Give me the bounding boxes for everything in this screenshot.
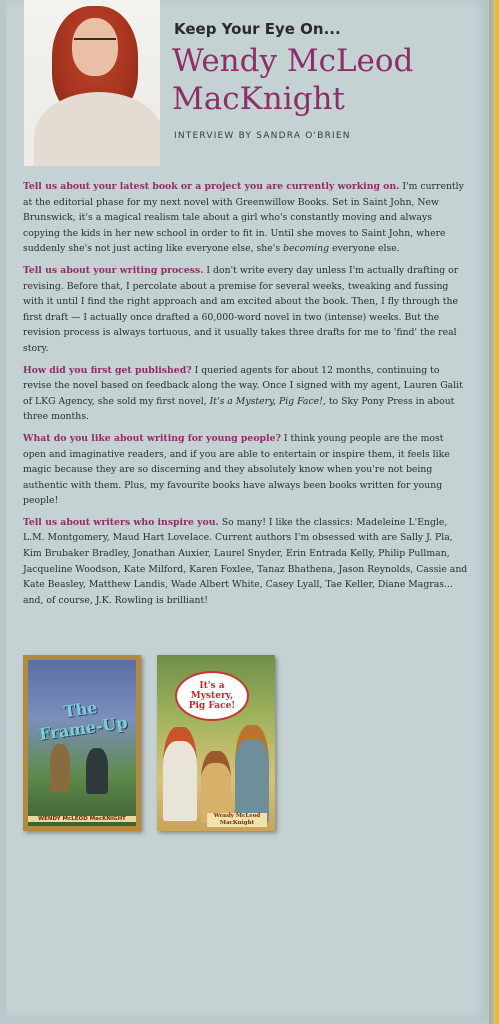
cover-figure (235, 725, 269, 823)
answer: So many! I like the classics: Madeleine L'Engle, L.M. Montgomery, Maud Hart Lovelace. Current authors I'm obsessed with are Sally J. Pla, Kim Brubaker Bradley, Jonathan Auxier, Laurel Snyder, Erin Entrada Kelly, Philip Pullman, Jacqueline Woodson, Kate Milford, Karen Foxlee, Tanaz Bhathena, Jason Reynolds, Cassie and Kate Beasley, Matthew Landis, Wade Albert White, Casey Lyall, Tae Keller, Diane Magras... and, of course, J.K. Rowling is brilliant! (23, 516, 468, 606)
article-title (172, 42, 472, 118)
question: Tell us about your writing process. (23, 264, 204, 276)
book-author: Wendy McLeod MacKnight (207, 813, 267, 827)
book-title-line-1: It's a (199, 681, 225, 691)
paragraph-latest-book (23, 179, 469, 257)
title-speech-bubble (175, 671, 249, 721)
cover-figure (163, 727, 197, 821)
question: What do you like about writing for young people? (23, 432, 281, 444)
paragraph-inspiring-writers (23, 515, 469, 609)
question: Tell us about your latest book or a project you are currently working on. (23, 181, 400, 192)
title-line-2: MacKnight (172, 81, 345, 117)
answer-end: , to Sky Pony Press in about three months. (23, 395, 455, 423)
question: How did you first get published? (23, 364, 192, 376)
book-title-line-2: Mystery, (190, 691, 234, 701)
answer: I queried agents for about 12 months, continuing to revise the novel based on feedback along the way. Once I signed with my agent, Lauren Galit of LKG Agency, she sold my first novel, (23, 364, 463, 407)
page-edge (489, 0, 499, 1024)
book-cover-pig-face (157, 655, 275, 831)
book-title: The Frame-Up (38, 697, 129, 744)
answer-emphasis: becoming (283, 243, 330, 255)
title-line-1: Wendy McLeod (172, 43, 414, 79)
answer: I don't write every day unless I'm actually drafting or revising. Before that, I percolate about a premise for several weeks, tweaking and fussing with it until I find the right approach and am excited about the book. Then, I fly through the first draft — I actually once drafted a 60,000-word novel in two (intense) weeks. But the revision process is always tortuous, and it usually takes three drafts for me to 'find' the real story. (23, 264, 459, 354)
section-kicker: Keep Your Eye On... (174, 20, 341, 38)
article-body (23, 179, 469, 614)
byline: INTERVIEW BY SANDRA O'BRIEN (174, 131, 351, 141)
book-cover-frame-up (23, 655, 141, 831)
author-photo (24, 0, 160, 166)
author-body (34, 92, 160, 166)
paragraph-first-published (23, 363, 469, 425)
answer-end: everyone else. (329, 243, 400, 255)
cover-figure (86, 748, 108, 794)
answer: I think young people are the most open and imaginative readers, and if you are able to entertain or inspire them, it feels like magic because they are so discerning and they absolutely know when you're not being authentic with them. Plus, my favourite books have always been books written for young people! (23, 432, 450, 507)
cover-figure (50, 744, 70, 792)
book-title-line-3: Pig Face! (188, 701, 236, 711)
book-title-emphasis: It's a Mystery, Pig Face! (209, 395, 323, 407)
paragraph-writing-process (23, 263, 469, 357)
book-author: WENDY McLEOD MacKNIGHT (28, 816, 136, 822)
author-glasses (74, 38, 116, 52)
question: Tell us about writers who inspire you. (23, 516, 219, 528)
answer: I'm currently at the editorial phase for my next novel with Greenwillow Books. Set in Saint John, New Brunswick, it's a magical realism tale about a girl who's constantly moving and always copying the kids in her new school in order to fit in. Until she moves to Saint John, where suddenly she's not just acting like everyone else, she's (23, 181, 464, 255)
paragraph-young-people (23, 431, 469, 509)
